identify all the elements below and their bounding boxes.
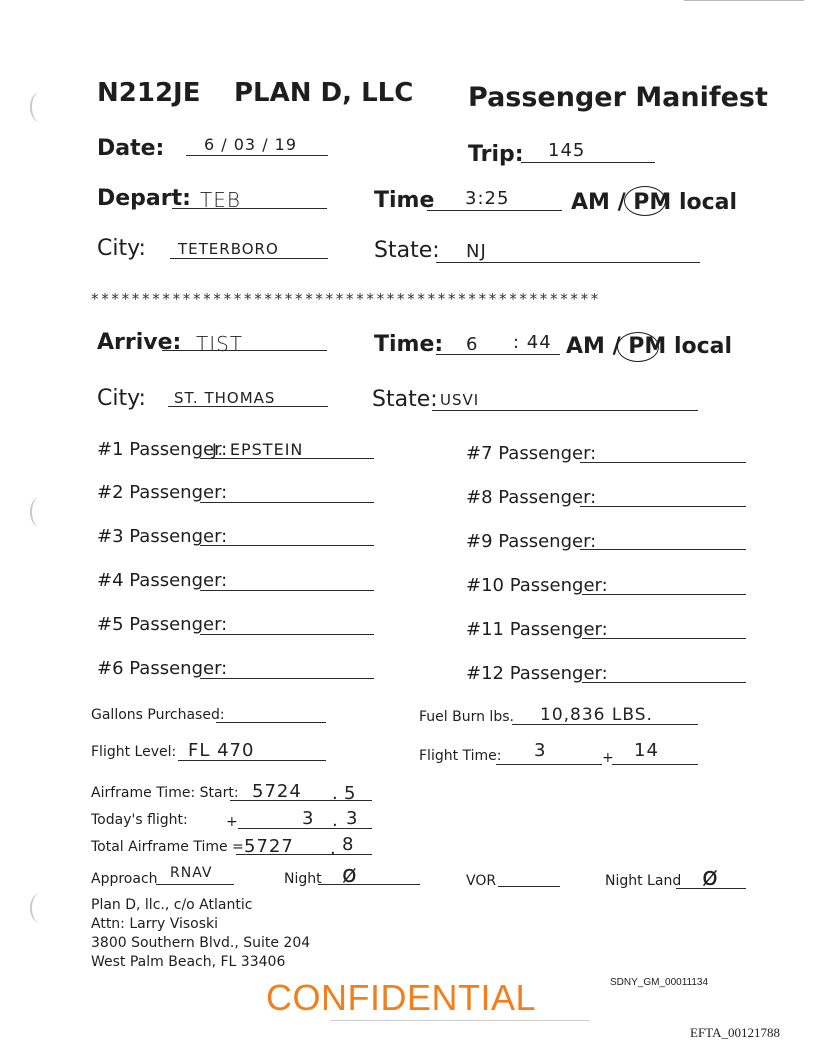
flight-time-hours: 3 — [534, 740, 547, 761]
passenger-line — [580, 549, 746, 550]
date-line — [186, 155, 328, 156]
confidential-stamp: CONFIDENTIAL — [266, 977, 537, 1018]
flight-time-hours-line — [496, 764, 602, 765]
approach-value: RNAV — [170, 865, 213, 881]
total-airframe-decimal: 8 — [342, 834, 355, 855]
depart-time-value: 3:25 — [465, 188, 510, 209]
binder-hole-middle — [30, 497, 50, 527]
arrive-time-label: Time: — [374, 332, 444, 357]
arrive-ampm: AM / PM local — [566, 334, 733, 359]
date-label: Date: — [97, 136, 165, 161]
arrive-time-line — [436, 354, 560, 355]
total-airframe-whole: 5727 — [244, 836, 294, 857]
arrive-value: TIST — [196, 332, 244, 356]
flight-time-plus: + — [602, 750, 614, 766]
passenger-line — [200, 502, 374, 503]
arrive-line — [162, 350, 327, 351]
address-line-1: Plan D, llc., c/o Atlantic — [91, 897, 253, 913]
gallons-label: Gallons Purchased: — [91, 707, 225, 723]
passenger-label: #3 Passenger: — [97, 526, 228, 547]
flight-level-value: FL 470 — [188, 740, 255, 761]
approach-line — [156, 884, 234, 885]
airframe-start-whole: 5724 — [252, 781, 302, 802]
vor-label: VOR — [466, 873, 497, 889]
total-airframe-dot: . — [330, 838, 337, 859]
top-edge-rule — [684, 0, 804, 1]
today-flight-label: Today's flight: — [91, 812, 188, 828]
passenger-line — [200, 458, 374, 459]
flight-time-label: Flight Time: — [419, 748, 502, 764]
passenger-label: #5 Passenger: — [97, 614, 228, 635]
pm-circle-depart — [624, 186, 666, 216]
arrive-city-label: City: — [97, 386, 146, 411]
arrive-state-value: USVI — [440, 391, 480, 409]
arrive-city-line — [168, 406, 328, 407]
depart-city-value: TETERBORO — [178, 240, 279, 258]
arrive-time-hour: 6 — [466, 334, 479, 355]
gallons-line — [216, 722, 326, 723]
approach-label: Approach — [91, 871, 158, 887]
trip-label: Trip: — [468, 142, 524, 167]
passenger-label: #4 Passenger: — [97, 570, 228, 591]
fuel-burn-value: 10,836 LBS. — [540, 705, 653, 725]
separator-stars: ************************************************** — [91, 290, 601, 308]
depart-time-line — [427, 210, 562, 211]
passenger-line — [580, 506, 746, 507]
total-airframe-line — [236, 854, 372, 855]
passenger-label: #8 Passenger: — [466, 487, 597, 508]
depart-state-value: NJ — [466, 241, 487, 262]
airframe-start-decimal: 5 — [344, 783, 357, 804]
today-flight-whole: 3 — [302, 808, 315, 829]
today-flight-line — [238, 828, 372, 829]
arrive-time-minutes: : 44 — [513, 332, 552, 353]
passenger-label: #9 Passenger: — [466, 531, 597, 552]
tail-number: N212JE — [97, 78, 201, 108]
passenger-label: #12 Passenger: — [466, 663, 608, 684]
date-value: 6 / 03 / 19 — [204, 135, 298, 154]
passenger-line — [580, 462, 746, 463]
trip-value: 145 — [548, 140, 586, 161]
night-label: Night — [284, 871, 322, 887]
passenger-line — [200, 634, 374, 635]
pm-circle-arrive — [617, 332, 659, 362]
airframe-start-line — [230, 800, 372, 801]
flight-level-line — [178, 760, 326, 761]
passenger-line — [200, 678, 374, 679]
night-land-value: ø — [702, 862, 719, 892]
bottom-rule — [330, 1020, 590, 1021]
company-name: PLAN D, LLC — [234, 78, 414, 108]
passenger-label: #6 Passenger: — [97, 658, 228, 679]
flight-time-minutes: 14 — [634, 740, 659, 761]
address-line-4: West Palm Beach, FL 33406 — [91, 954, 286, 970]
airframe-start-label: Airframe Time: Start: — [91, 785, 239, 801]
today-flight-plus: + — [226, 814, 238, 830]
passenger-line — [582, 594, 746, 595]
binder-hole-bottom — [30, 893, 50, 923]
total-airframe-label: Total Airframe Time = — [91, 839, 244, 855]
night-value: ø — [342, 860, 358, 888]
passenger-label: #11 Passenger: — [466, 619, 608, 640]
depart-ampm: AM / PM local — [571, 190, 738, 215]
depart-value: TEB — [200, 188, 241, 212]
airframe-start-dot: . — [332, 783, 339, 804]
night-land-line — [676, 888, 746, 889]
depart-city-label: City: — [97, 236, 146, 261]
arrive-label: Arrive: — [97, 330, 182, 355]
arrive-city-value: ST. THOMAS — [174, 389, 276, 407]
today-flight-dot: . — [332, 810, 339, 831]
passenger-label: #10 Passenger: — [466, 575, 608, 596]
depart-city-line — [170, 258, 328, 259]
passenger-label: #1 Passenger: — [97, 439, 228, 460]
arrive-state-label: State: — [372, 387, 438, 412]
passenger-label: #2 Passenger: — [97, 482, 228, 503]
depart-state-line — [436, 262, 700, 263]
depart-time-label: Time — [374, 188, 435, 213]
fuel-burn-label: Fuel Burn lbs. — [419, 709, 514, 725]
depart-line — [172, 208, 327, 209]
night-land-label: Night Land — [605, 873, 682, 889]
depart-label: Depart: — [97, 186, 191, 211]
passenger-line — [200, 545, 374, 546]
flight-time-minutes-line — [612, 764, 698, 765]
passenger-line — [200, 590, 374, 591]
page-title: Passenger Manifest — [468, 82, 768, 113]
arrive-state-line — [432, 410, 698, 411]
fuel-burn-line — [512, 724, 698, 725]
bates-number: SDNY_GM_00011134 — [610, 977, 709, 988]
address-line-2: Attn: Larry Visoski — [91, 916, 219, 932]
passenger-label: #7 Passenger: — [466, 443, 597, 464]
trip-line — [521, 162, 655, 163]
passenger-line — [582, 638, 746, 639]
efta-number: EFTA_00121788 — [690, 1025, 780, 1040]
address-line-3: 3800 Southern Blvd., Suite 204 — [91, 935, 311, 951]
vor-line — [498, 886, 560, 887]
flight-level-label: Flight Level: — [91, 744, 177, 760]
night-line — [318, 884, 420, 885]
depart-state-label: State: — [374, 238, 440, 263]
today-flight-decimal: 3 — [346, 808, 359, 829]
passenger-line — [582, 682, 746, 683]
passenger-value: J. EPSTEIN — [212, 440, 304, 459]
binder-hole-top — [30, 92, 50, 122]
